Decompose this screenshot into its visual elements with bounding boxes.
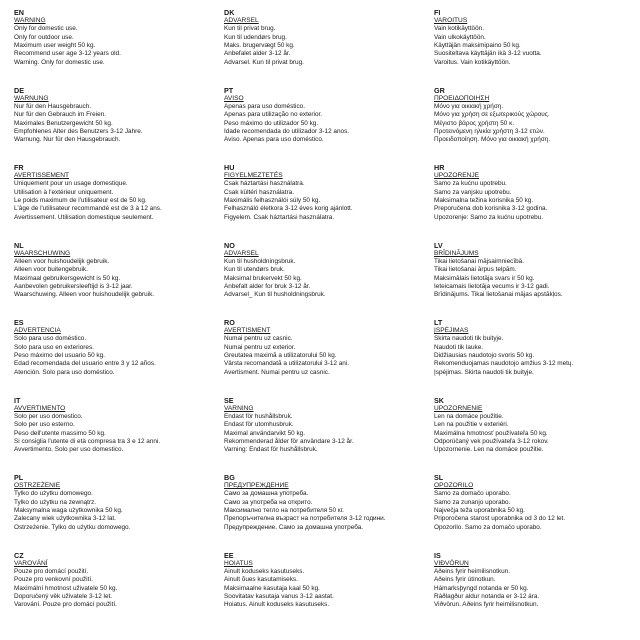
warning-line: Pouze pro domácí použití. — [14, 567, 89, 575]
warning-line: Numai pentru uz casnic. — [224, 335, 293, 343]
warning-line: Ieteicamais lietotāja vecums ir 3-12 gadi. — [434, 282, 550, 290]
warning-line: Waarschuwing. Alleen voor huishoudelijk gebruik. — [14, 291, 155, 299]
warning-line: Numai pentru uz exterior. — [224, 343, 296, 351]
warning-line: Maksimalna težina korisnika 50 kg. — [434, 197, 534, 204]
warning-line: Kun til husholdningsbruk. — [224, 257, 296, 265]
warning-line: Samo za domačo uporabo. — [434, 490, 511, 498]
warning-line: Priporočena starost uporabnika od 3 do 12 let. — [434, 515, 566, 523]
warning-line: Vain kotikäyttöön. — [434, 25, 484, 33]
warning-heading: FIGYELMEZTETÉS — [224, 172, 283, 179]
warning-heading: ADVARSEL — [224, 249, 259, 257]
warning-line: Apenas para uso doméstico. — [224, 102, 305, 110]
warning-line: Felhasználó életkora 3-12 éves korig ajánlott. — [224, 205, 353, 213]
warning-block — [224, 473, 428, 551]
warning-heading: UPOZORNENIE — [434, 404, 483, 412]
language-code: ES — [14, 318, 24, 327]
warning-line: L'âge de l'utilisateur recommandé est de 3 à 12 ans. — [14, 205, 162, 213]
language-code: SE — [224, 395, 234, 405]
warning-line: Le poids maximum de l'utilisateur est de 50 kg. — [14, 197, 147, 204]
warning-line: Opozorilo. Samo za domačo uporabo. — [434, 523, 542, 531]
warning-block — [14, 163, 218, 241]
warning-line: Maximaal gebruikersgewicht is 50 kg. — [14, 274, 121, 282]
warning-line: Maximales Benutzergewicht 50 kg. — [14, 119, 113, 127]
warning-line: Maximálna hmotnosť používateľa 50 kg. — [434, 429, 548, 437]
warning-block — [434, 241, 638, 319]
warning-line: Skirta naudoti tik buityje. — [434, 335, 504, 343]
warning-block — [434, 551, 638, 629]
warning-line: Ráðlagður aldur notanda er 3-12 ára. — [434, 592, 540, 600]
language-code: DK — [224, 8, 235, 17]
warning-block — [434, 8, 638, 86]
warning-line: Maks. brugervægt 50 kg. — [224, 42, 295, 49]
warning-block — [224, 396, 428, 474]
warning-line: Ainult koduseks kasutuseks. — [224, 567, 305, 575]
warning-line: Preporučena dob korisnika 3-12 godina. — [434, 205, 548, 213]
warning-line: Rekommenderad ålder för användare 3-12 år. — [224, 437, 354, 445]
warning-line: Avertisment. Numai pentru uz casnic. — [224, 368, 330, 376]
warning-line: Naudoti tik lauke. — [434, 343, 484, 351]
warning-line: Upozornenie. Len na domáce použitie. — [434, 446, 544, 454]
warning-line: Samo za kućnu upotrebu. — [434, 180, 507, 188]
warning-block — [434, 473, 638, 551]
language-code: EN — [14, 8, 24, 17]
warning-line: Maksimal brukervekt 50 kg. — [224, 274, 302, 282]
warning-block — [434, 396, 638, 474]
warning-line: Предупреждение. Само за домашна употреба. — [224, 523, 364, 531]
warning-line: Anbefalet alder 3-12 år. — [224, 50, 291, 58]
warning-line: Aðeins fyrir útinotkun. — [434, 576, 496, 584]
warning-line: Avertissement. Utilisation domestique seulement. — [14, 213, 154, 221]
warning-line: Upozorenje: Samo za kućnu upotrebu. — [434, 213, 544, 221]
language-code: CZ — [14, 550, 24, 560]
warning-line: Käyttäjän maksimipaino 50 kg. — [434, 42, 521, 49]
warning-line: Ainult õues kasutamiseks. — [224, 576, 298, 584]
warning-line: Pouze pro venkovní použití. — [14, 576, 93, 584]
warning-line: Suositeltava käyttäjän ikä 3-12 vuotta. — [434, 50, 542, 58]
warning-line: Aanbevolen gebruikersleeftijd is 3-12 jaar. — [14, 282, 133, 290]
warning-block — [434, 318, 638, 396]
warning-line: Maximal användarvikt 50 kg. — [224, 429, 305, 437]
warning-line: Προτεινόμενη ηλικία χρήστη 3-12 ετών. — [434, 127, 545, 135]
warning-block — [224, 163, 428, 241]
column-1 — [14, 8, 218, 640]
language-code: LT — [434, 318, 443, 327]
warning-heading: ADVARSEL — [224, 17, 259, 24]
warning-heading: WARNUNG — [14, 94, 49, 102]
warning-line: Ostrzeżenie. Tylko do użytku domowego. — [14, 523, 131, 531]
warning-line: Edad recomendada del usuario entre 3 y 12 años. — [14, 360, 156, 368]
warning-line: Rekomenduojamas naudotojo amžius 3-12 metų. — [434, 360, 574, 368]
warning-line: Advarsel. Kun til privat brug. — [224, 58, 304, 66]
warning-line: Μέγιστο βάρος χρήστη 50 κ. — [434, 119, 515, 127]
language-code: IT — [14, 395, 21, 405]
warning-line: Solo per uso domestico. — [14, 412, 83, 420]
warning-line: Csak háztartási használatra. — [224, 180, 305, 188]
warning-line: Only for outdoor use. — [14, 33, 74, 41]
warning-heading: OSTRZEŻENIE — [14, 482, 61, 489]
warning-block — [224, 8, 428, 86]
language-code: BG — [224, 473, 235, 482]
warning-line: Maximum user weight 50 kg. — [14, 42, 96, 49]
warning-line: Peso máximo del usuario 50 kg. — [14, 352, 105, 359]
warning-line: Only for domestic use. — [14, 25, 78, 33]
warning-heading: ĮSPĖJIMAS — [434, 327, 469, 334]
warning-heading: AVVERTIMENTO — [14, 404, 66, 412]
warning-line: Atención. Solo para uso doméstico. — [14, 368, 115, 376]
warning-line: Soovitatav kasutaja vanus 3-12 aastat. — [224, 592, 334, 600]
warning-line: Samo za zunanjo uporabo. — [434, 498, 511, 506]
language-code: DE — [14, 85, 24, 95]
warning-line: Warnung. Nur für den Hausgebrauch. — [14, 136, 121, 144]
warning-block — [14, 473, 218, 551]
warning-line: Maksimaalne kasutaja kaal 50 kg. — [224, 584, 320, 592]
language-code: NO — [224, 240, 235, 250]
language-code: FI — [434, 8, 441, 17]
warning-line: Apenas para utilização no exterior. — [224, 111, 323, 119]
warning-block — [14, 241, 218, 319]
warning-heading: ΠΡΟΕΙΔΟΠΟΙΗΣΗ — [434, 94, 490, 102]
warning-heading: VARNING — [224, 404, 254, 412]
warning-line: Utilisation à l'extérieur uniquement. — [14, 188, 114, 196]
warning-line: Samo za vanjsku upotrebu. — [434, 188, 512, 196]
warning-line: Advarsel_ Kun til husholdningsbruk. — [224, 291, 326, 299]
language-code: HR — [434, 163, 445, 172]
warning-line: Препоръчителна възраст на потребителя 3-12 години. — [224, 515, 386, 523]
warning-line: Peso dell'utente massimo 50 kg. — [14, 429, 106, 437]
warning-line: Warning. Only for domestic use. — [14, 58, 105, 66]
warning-line: Odporúčaný vek používateľa 3-12 rokov. — [434, 437, 549, 445]
warning-line: Uniquement pour un usage domestique. — [14, 180, 128, 188]
warning-heading: VIÐVÖRUN — [434, 559, 469, 567]
warning-line: Προειδοποίηση. Μόνο για οικιακή χρήση. — [434, 136, 551, 144]
warning-line: Максимално тегло на потребителя 50 кг. — [224, 507, 344, 514]
warning-line: Greutatea maximă a utilizatorului 50 kg. — [224, 352, 337, 359]
warning-block — [224, 318, 428, 396]
warning-line: Doporučený věk uživatele 3-12 let. — [14, 592, 113, 600]
warning-line: Nur für den Hausgebrauch. — [14, 102, 92, 110]
warning-line: Didžiausias naudotojo svoris 50 kg. — [434, 352, 535, 359]
warning-line: Len na domáce použitie. — [434, 412, 504, 420]
warning-line: Nur für den Gebrauch im Freien. — [14, 111, 106, 119]
warning-line: Maximális felhasználói súly 50 kg. — [224, 197, 321, 204]
warning-line: Vain ulkokäyttöön. — [434, 33, 486, 41]
warning-line: Alleen voor huishoudelijk gebruik. — [14, 257, 110, 265]
warning-line: Empfohlenes Alter des Benutzers 3-12 Jahre. — [14, 127, 143, 135]
warning-line: Peso máximo do utilizador 50 kg. — [224, 119, 319, 127]
warning-block — [14, 86, 218, 164]
warning-heading: VAROITUS — [434, 17, 468, 24]
warning-line: Len na použitie v exteriéri. — [434, 421, 509, 429]
warning-block — [224, 241, 428, 319]
language-code: PL — [14, 473, 24, 482]
warning-heading: AVERTISMENT — [224, 327, 271, 334]
language-code: NL — [14, 240, 24, 250]
warning-line: Kun til utendørs bruk. — [224, 266, 285, 274]
warning-line: Vârsta recomandată a utilizatorului 3-12 ani. — [224, 360, 350, 368]
warning-block — [434, 163, 638, 241]
warning-line: Tikai lietošanai ārpus telpām. — [434, 266, 517, 274]
warning-line: Μόνο για οικιακή χρήση. — [434, 102, 504, 110]
warning-line: Hámarksþyngd notanda er 50 kg. — [434, 584, 529, 592]
warning-line: Maksimālais lietotāja svars ir 50 kg. — [434, 274, 535, 282]
warning-line: Idade recomendada do utilizador 3-12 anos. — [224, 127, 350, 135]
language-code: IS — [434, 550, 441, 560]
warning-line: Varning: Endast för hushållsbruk. — [224, 446, 318, 454]
warning-line: Maksymalna waga użytkownika 50 kg. — [14, 507, 123, 514]
warning-block — [14, 551, 218, 629]
language-code: FR — [14, 163, 24, 172]
warning-line: Alleen voor buitengebruik. — [14, 266, 88, 274]
warning-line: Solo para uso en exteriores. — [14, 343, 94, 351]
warning-line: Hoiatus. Ainult koduseks kasutuseks. — [224, 601, 330, 609]
warning-line: Brīdinājums. Tikai lietošanai mājas apstākļos. — [434, 291, 563, 299]
warning-block — [224, 551, 428, 629]
warning-heading: VAROVÁNÍ — [14, 559, 48, 567]
warning-line: Recommend user age 3-12 years old. — [14, 50, 121, 58]
language-code: PT — [224, 85, 234, 95]
warning-heading: WARNING — [14, 17, 46, 24]
warning-line: Įspėjimas. Skirta naudoti tik buityje. — [434, 368, 534, 376]
language-code: EE — [224, 550, 234, 560]
warning-heading: ПРЕДУПРЕЖДЕНИЕ — [224, 482, 289, 489]
language-code: GR — [434, 85, 445, 95]
warning-line: Μόνο για χρήση σε εξωτερικούς χώρους. — [434, 111, 550, 119]
warning-line: Maximální hmotnost uživatele 50 kg. — [14, 584, 118, 592]
warning-line: Kun til udendørs brug. — [224, 33, 287, 41]
warning-line: Solo para uso doméstico. — [14, 335, 87, 343]
warning-heading: AVERTISSEMENT — [14, 172, 70, 179]
language-code: SL — [434, 473, 444, 482]
warning-block — [14, 396, 218, 474]
warning-line: Endast för hushållsbruk. — [224, 412, 293, 420]
warning-line: Avvertimento. Solo per uso domestico. — [14, 446, 124, 454]
warning-line: Varoitus. Vain kotikäyttöön. — [434, 58, 511, 66]
warning-line: Tylko do użytku na zewnątrz. — [14, 498, 97, 506]
language-code: SK — [434, 395, 444, 405]
warning-heading: HOIATUS — [224, 559, 253, 567]
warning-line: Si consiglia l'utente di età compresa tra 3 e 12 anni. — [14, 437, 161, 445]
warning-heading: AVISO — [224, 94, 244, 102]
warning-heading: BRĪDINĀJUMS — [434, 249, 479, 257]
warning-block — [14, 8, 218, 86]
warning-heading: UPOZORENJE — [434, 172, 480, 179]
language-code: RO — [224, 318, 235, 327]
language-code: HU — [224, 163, 235, 172]
warning-line: Aviso. Apenas para uso doméstico. — [224, 136, 324, 144]
language-code: LV — [434, 240, 443, 250]
warning-line: Največja teža uporabnika 50 kg. — [434, 507, 525, 514]
warning-line: Tylko do użytku domowego. — [14, 490, 93, 498]
warning-line: Solo per uso esterno. — [14, 421, 75, 429]
warning-line: Endast för utomhusbruk. — [224, 421, 294, 429]
warning-line: Viðvörun. Aðeins fyrir heimilisnotkun. — [434, 601, 539, 609]
warning-block — [14, 318, 218, 396]
warning-block — [434, 86, 638, 164]
column-2 — [224, 8, 428, 640]
warning-line: Varování. Pouze pro domácí použití. — [14, 601, 117, 609]
warning-heading: WAARSCHUWING — [14, 249, 71, 257]
warning-block — [224, 86, 428, 164]
column-3 — [434, 8, 638, 640]
warning-line: Figyelem. Csak háztartási használatra. — [224, 213, 335, 221]
warning-line: Kun til privat brug. — [224, 25, 276, 33]
warning-line: Csak kültéri használatra. — [224, 188, 294, 196]
warning-line: Anbefalt alder for bruk 3-12 år. — [224, 282, 311, 290]
warning-line: Само за употреба на открито. — [224, 498, 313, 506]
warning-line: Само за домашна употреба. — [224, 490, 309, 498]
warning-line: Zalecany wiek użytkownika 3-12 lat. — [14, 515, 116, 523]
warning-line: Aðeins fyrir heimilisnotkun. — [434, 567, 511, 575]
warning-line: Tikai lietošanai mājsaimniecībā. — [434, 257, 524, 265]
warning-heading: ADVERTENCIA — [14, 327, 61, 334]
warning-heading: OPOZORILO — [434, 482, 474, 489]
